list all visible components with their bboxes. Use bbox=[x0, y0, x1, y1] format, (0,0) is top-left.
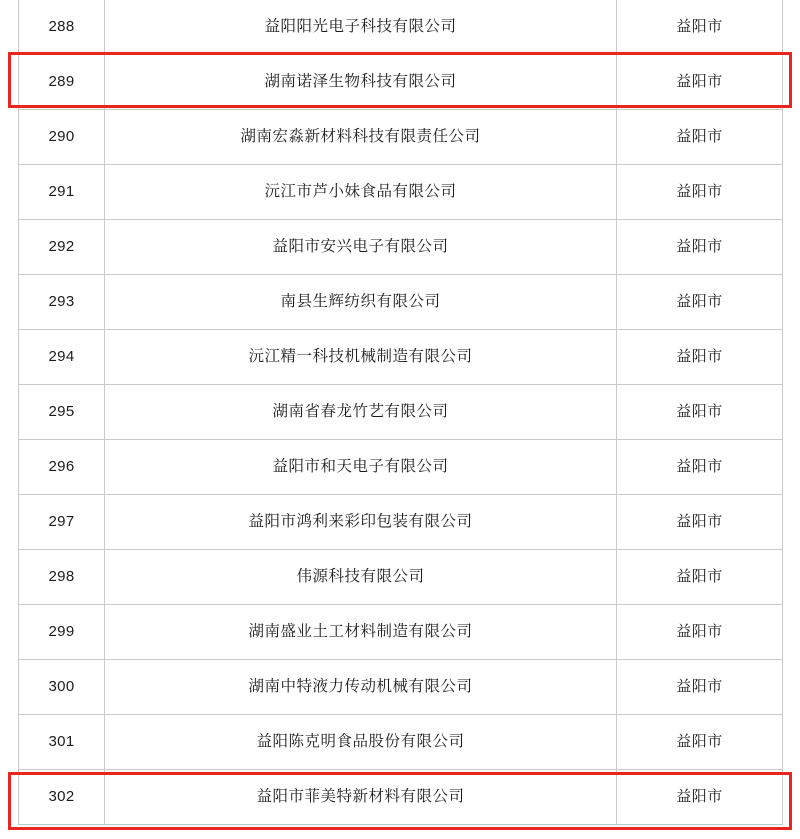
cell-index: 295 bbox=[19, 385, 105, 440]
cell-city: 益阳市 bbox=[617, 770, 783, 825]
cell-index: 302 bbox=[19, 770, 105, 825]
table-row bbox=[19, 605, 783, 660]
cell-city: 益阳市 bbox=[617, 220, 783, 275]
cell-city: 益阳市 bbox=[617, 330, 783, 385]
table-row bbox=[19, 330, 783, 385]
cell-company-name: 益阳市安兴电子有限公司 bbox=[105, 220, 617, 275]
company-table bbox=[18, 0, 783, 825]
cell-index: 290 bbox=[19, 110, 105, 165]
cell-city: 益阳市 bbox=[617, 495, 783, 550]
cell-company-name: 益阳市鸿利来彩印包装有限公司 bbox=[105, 495, 617, 550]
cell-city: 益阳市 bbox=[617, 55, 783, 110]
cell-index: 297 bbox=[19, 495, 105, 550]
cell-index: 301 bbox=[19, 715, 105, 770]
cell-company-name: 沅江市芦小妹食品有限公司 bbox=[105, 165, 617, 220]
table-row bbox=[19, 385, 783, 440]
table-row bbox=[19, 55, 783, 110]
cell-index: 289 bbox=[19, 55, 105, 110]
cell-company-name: 湖南盛业土工材料制造有限公司 bbox=[105, 605, 617, 660]
cell-index: 293 bbox=[19, 275, 105, 330]
table-row bbox=[19, 165, 783, 220]
table-row bbox=[19, 220, 783, 275]
cell-company-name: 湖南中特液力传动机械有限公司 bbox=[105, 660, 617, 715]
cell-company-name: 益阳市和天电子有限公司 bbox=[105, 440, 617, 495]
cell-city: 益阳市 bbox=[617, 715, 783, 770]
cell-index: 291 bbox=[19, 165, 105, 220]
cell-company-name: 益阳阳光电子科技有限公司 bbox=[105, 0, 617, 55]
table-row bbox=[19, 275, 783, 330]
cell-company-name: 南县生辉纺织有限公司 bbox=[105, 275, 617, 330]
cell-company-name: 湖南宏淼新材料科技有限责任公司 bbox=[105, 110, 617, 165]
table-row bbox=[19, 495, 783, 550]
cell-city: 益阳市 bbox=[617, 275, 783, 330]
table-row bbox=[19, 110, 783, 165]
cell-city: 益阳市 bbox=[617, 440, 783, 495]
cell-index: 294 bbox=[19, 330, 105, 385]
cell-index: 288 bbox=[19, 0, 105, 55]
table-body bbox=[19, 0, 783, 825]
cell-company-name: 湖南省春龙竹艺有限公司 bbox=[105, 385, 617, 440]
cell-city: 益阳市 bbox=[617, 0, 783, 55]
cell-company-name: 益阳市菲美特新材料有限公司 bbox=[105, 770, 617, 825]
table-row bbox=[19, 440, 783, 495]
cell-company-name: 益阳陈克明食品股份有限公司 bbox=[105, 715, 617, 770]
cell-index: 300 bbox=[19, 660, 105, 715]
cell-city: 益阳市 bbox=[617, 605, 783, 660]
cell-company-name: 沅江精一科技机械制造有限公司 bbox=[105, 330, 617, 385]
table-row bbox=[19, 660, 783, 715]
cell-company-name: 湖南诺泽生物科技有限公司 bbox=[105, 55, 617, 110]
cell-index: 292 bbox=[19, 220, 105, 275]
cell-city: 益阳市 bbox=[617, 385, 783, 440]
table-row bbox=[19, 770, 783, 825]
cell-index: 296 bbox=[19, 440, 105, 495]
cell-index: 299 bbox=[19, 605, 105, 660]
table-row bbox=[19, 715, 783, 770]
cell-city: 益阳市 bbox=[617, 165, 783, 220]
table-row bbox=[19, 550, 783, 605]
cell-city: 益阳市 bbox=[617, 660, 783, 715]
cell-city: 益阳市 bbox=[617, 550, 783, 605]
table-row bbox=[19, 0, 783, 55]
cell-city: 益阳市 bbox=[617, 110, 783, 165]
cell-company-name: 伟源科技有限公司 bbox=[105, 550, 617, 605]
cell-index: 298 bbox=[19, 550, 105, 605]
